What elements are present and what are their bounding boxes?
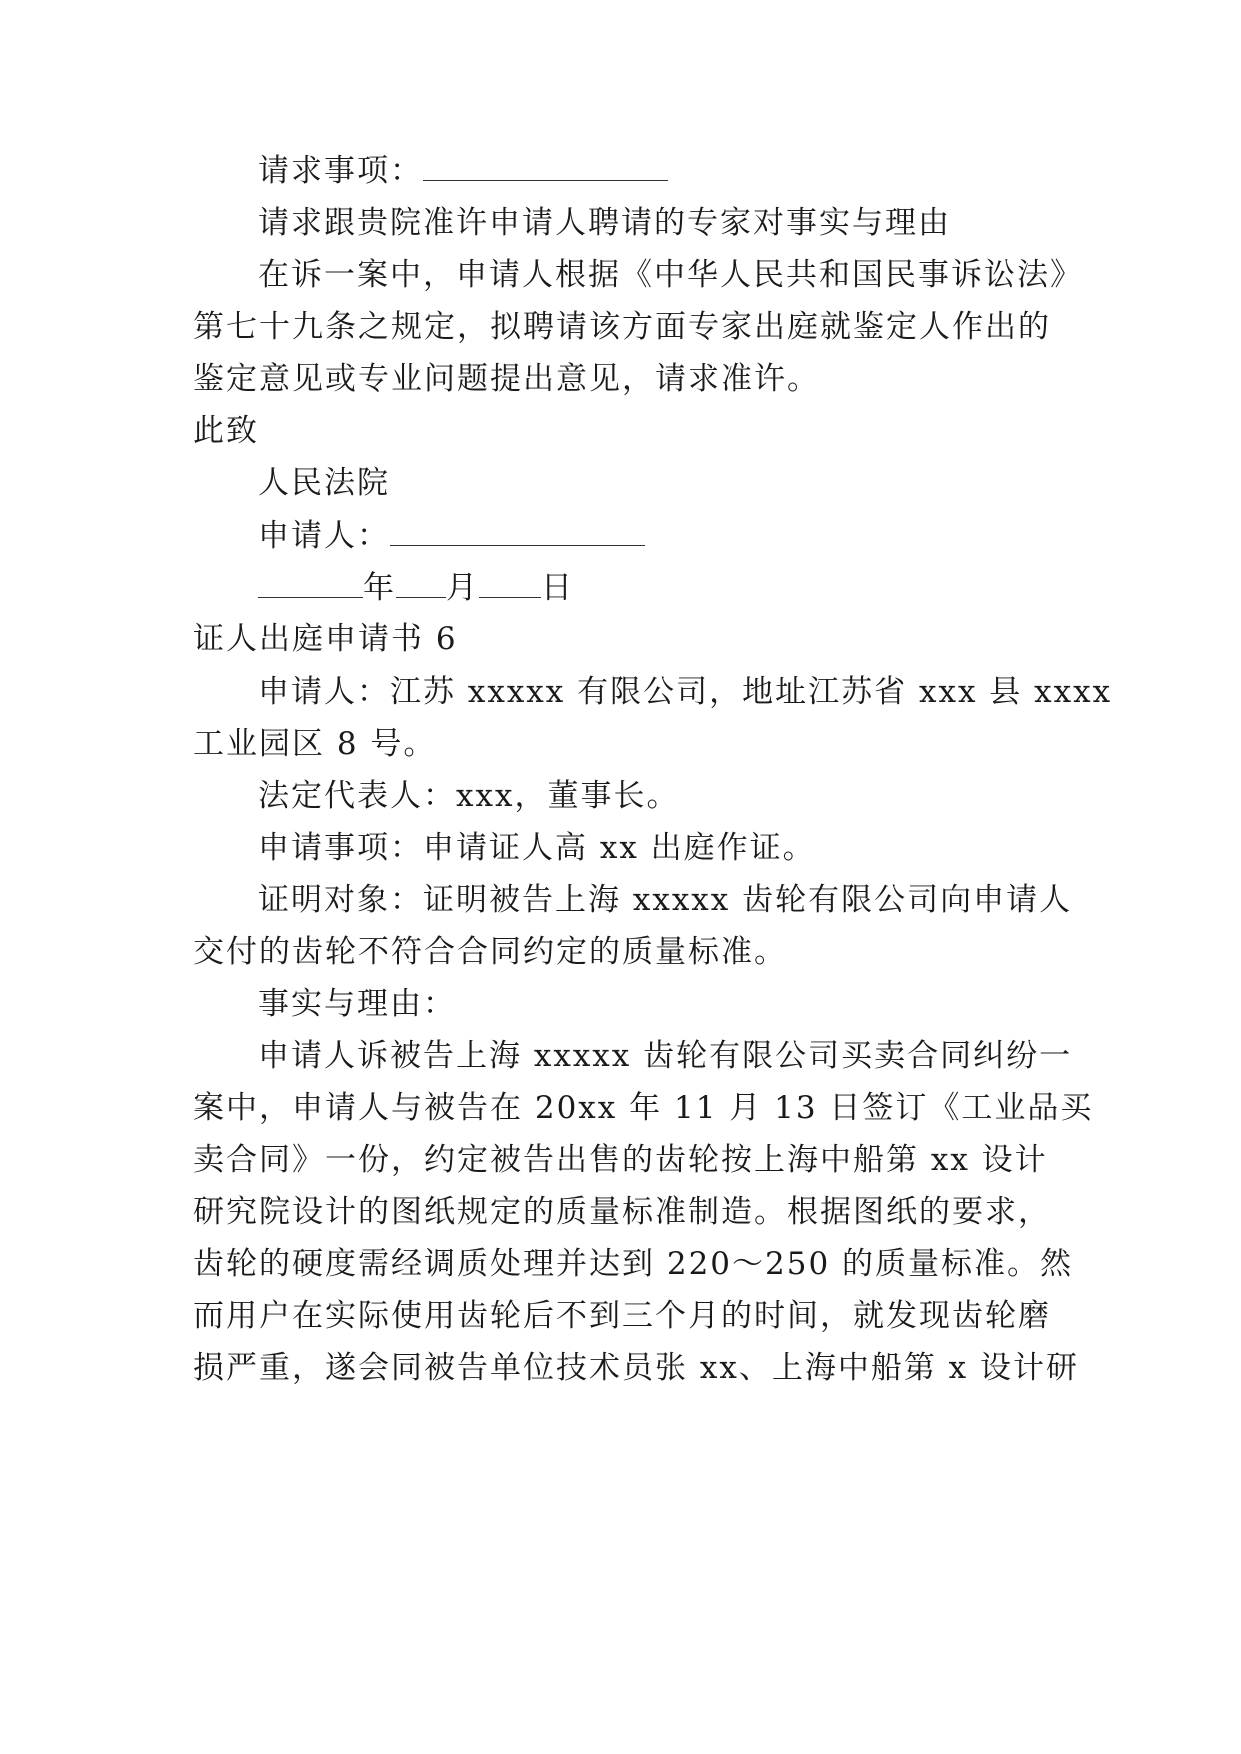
applicant-label: 申请人： xyxy=(258,518,390,554)
applicant-blank xyxy=(390,515,645,546)
court-name: 人民法院 xyxy=(258,465,390,501)
paragraph-line: 申请人诉被告上海 xxxxx 齿轮有限公司买卖合同纠纷一 xyxy=(258,1038,1073,1074)
paragraph-line: 而用户在实际使用齿轮后不到三个月的时间，就发现齿轮磨 xyxy=(193,1298,1051,1334)
paragraph-line: 齿轮的硬度需经调质处理并达到 220～250 的质量标准。然 xyxy=(193,1246,1074,1282)
paragraph-line: 在诉一案中，申请人根据《中华人民共和国民事诉讼法》 xyxy=(258,257,1083,293)
paragraph-line: 研究院设计的图纸规定的质量标准制造。根据图纸的要求， xyxy=(193,1194,1051,1230)
paragraph-line: 交付的齿轮不符合合同约定的质量标准。 xyxy=(193,934,787,970)
month-blank xyxy=(396,567,446,598)
date-line xyxy=(258,567,574,608)
paragraph-line: 鉴定意见或专业问题提出意见，请求准许。 xyxy=(193,361,820,397)
salutation: 此致 xyxy=(193,413,259,449)
year-blank xyxy=(258,567,363,598)
request-items-line xyxy=(258,150,668,191)
day-label: 日 xyxy=(541,570,574,606)
paragraph-line: 第七十九条之规定，拟聘请该方面专家出庭就鉴定人作出的 xyxy=(193,309,1051,345)
year-label: 年 xyxy=(363,570,396,606)
applicant-signature-line xyxy=(258,515,645,556)
paragraph-line: 申请人：江苏 xxxxx 有限公司，地址江苏省 xxx 县 xxxx xyxy=(258,674,1113,710)
paragraph-line: 证明对象：证明被告上海 xxxxx 齿轮有限公司向申请人 xyxy=(258,882,1073,918)
day-blank xyxy=(479,567,541,598)
paragraph-line: 案中，申请人与被告在 20xx 年 11 月 13 日签订《工业品买 xyxy=(193,1090,1094,1126)
request-items-blank xyxy=(423,150,668,181)
paragraph-line: 损严重，遂会同被告单位技术员张 xx、上海中船第 x 设计研 xyxy=(193,1350,1080,1386)
month-label: 月 xyxy=(446,570,479,606)
paragraph-line: 法定代表人：xxx，董事长。 xyxy=(258,778,680,814)
paragraph-line: 请求跟贵院准许申请人聘请的专家对事实与理由 xyxy=(258,205,951,241)
request-items-label: 请求事项： xyxy=(258,153,423,189)
paragraph-line: 工业园区 8 号。 xyxy=(193,726,437,762)
paragraph-line: 卖合同》一份，约定被告出售的齿轮按上海中船第 xx 设计 xyxy=(193,1142,1048,1178)
section-heading: 证人出庭申请书 6 xyxy=(193,621,458,657)
paragraph-line: 事实与理由： xyxy=(258,986,456,1022)
paragraph-line: 申请事项：申请证人高 xx 出庭作证。 xyxy=(258,830,816,866)
